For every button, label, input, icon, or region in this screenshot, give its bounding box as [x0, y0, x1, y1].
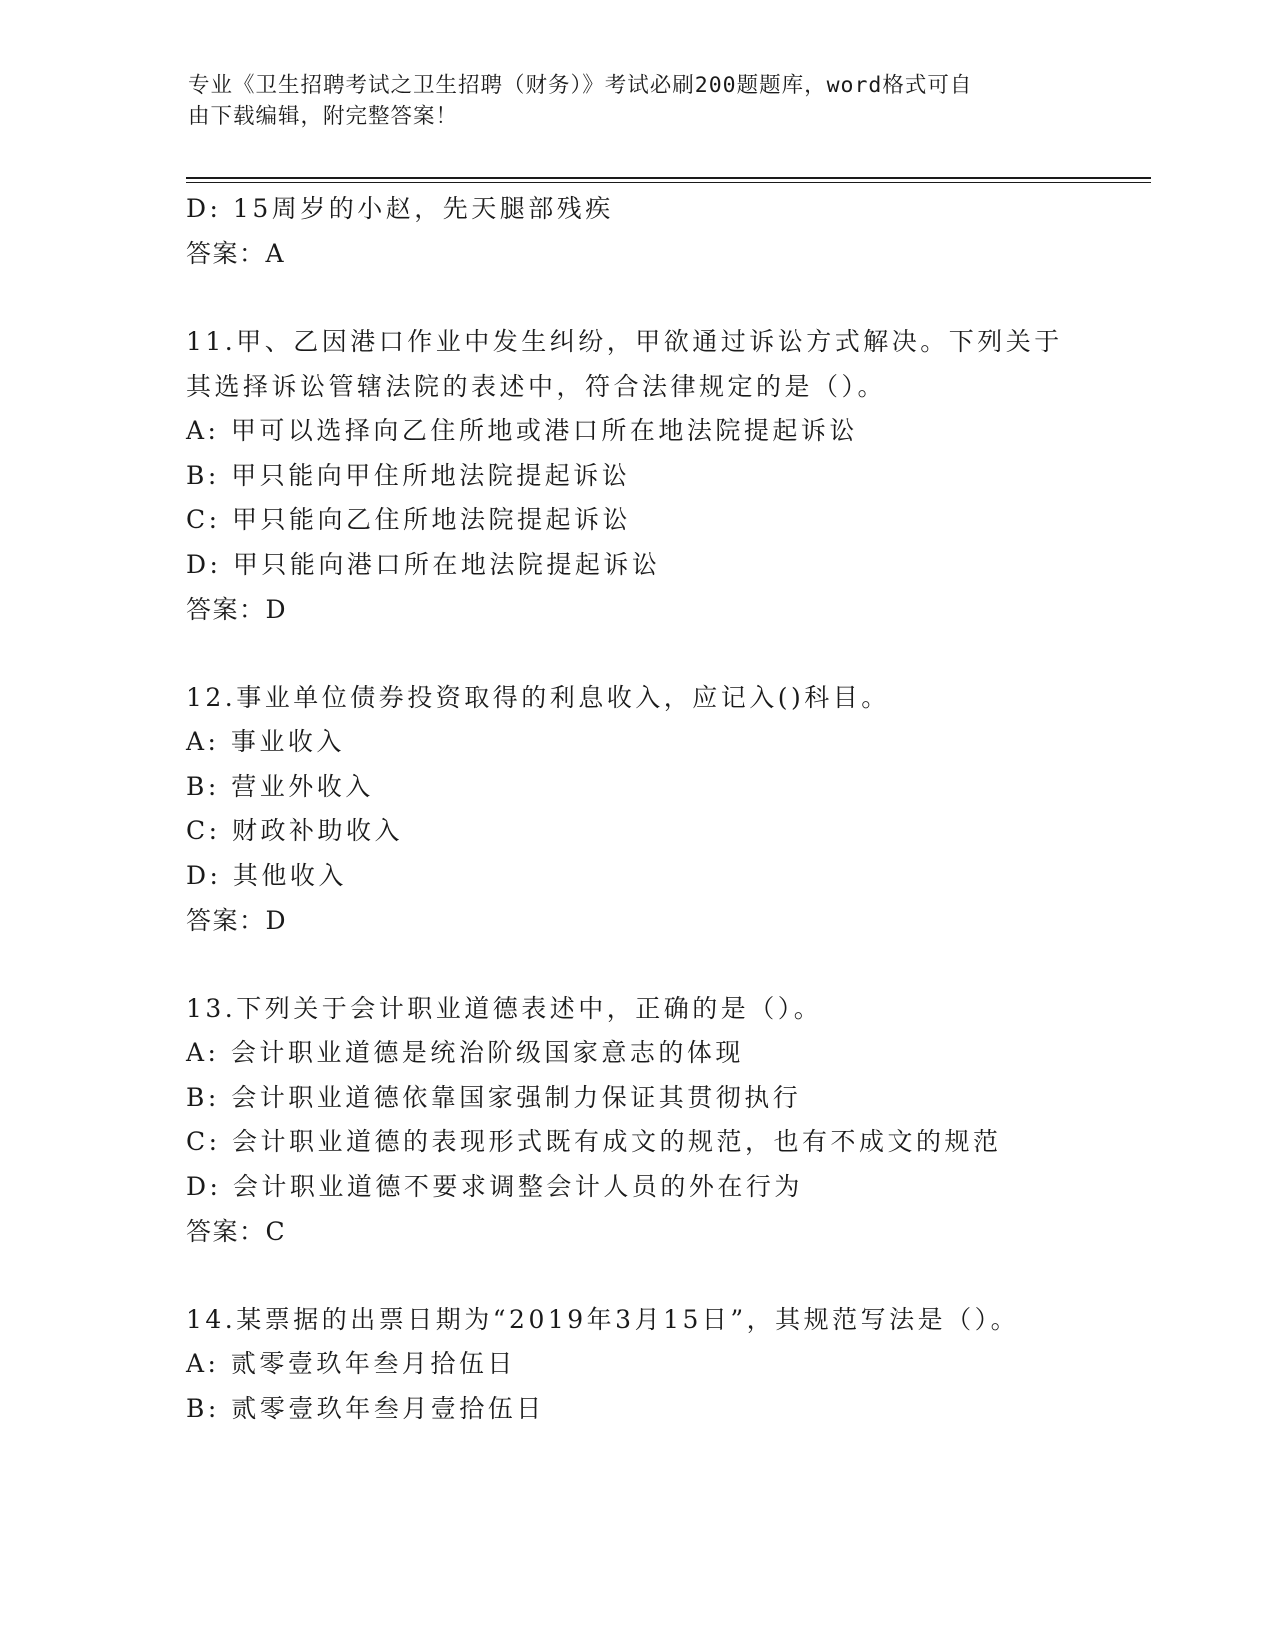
option-a: A: 贰零壹玖年叁月拾伍日: [186, 1349, 516, 1378]
option-d: D: 甲只能向港口所在地法院提起诉讼: [186, 550, 661, 579]
header-rule-thick: [186, 177, 1151, 179]
question-stem-line-2: 其选择诉讼管辖法院的表述中，符合法律规定的是（）。: [186, 372, 887, 401]
header-line-2: 由下载编辑，附完整答案！: [188, 104, 459, 129]
answer: 答案：D: [186, 906, 288, 935]
header-rule-thin: [186, 182, 1151, 183]
question-stem-line-1: 13.下列关于会计职业道德表述中，正确的是（）。: [186, 994, 823, 1023]
question-stem-line-1: 12.事业单位债券投资取得的利息收入，应记入()科目。: [186, 683, 890, 712]
prev-answer: 答案：A: [186, 239, 286, 268]
answer: 答案：D: [186, 595, 288, 624]
option-a: A: 甲可以选择向乙住所地或港口所在地法院提起诉讼: [186, 416, 858, 445]
option-a: A: 事业收入: [186, 727, 345, 756]
question-stem-line-1: 11.甲、乙因港口作业中发生纠纷，甲欲通过诉讼方式解决。下列关于: [186, 327, 1063, 356]
option-d: D: 其他收入: [186, 861, 347, 890]
prev-option-d: D: 15周岁的小赵，先天腿部残疾: [186, 194, 614, 223]
option-a: A: 会计职业道德是统治阶级国家意志的体现: [186, 1038, 744, 1067]
option-c: C: 会计职业道德的表现形式既有成文的规范，也有不成文的规范: [186, 1127, 1002, 1156]
option-c: C: 财政补助收入: [186, 816, 403, 845]
option-b: B: 会计职业道德依靠国家强制力保证其贯彻执行: [186, 1083, 802, 1112]
header-line-1: 专业《卫生招聘考试之卫生招聘（财务）》考试必刷200题题库，word格式可自: [188, 73, 973, 98]
option-b: B: 贰零壹玖年叁月壹拾伍日: [186, 1394, 545, 1423]
option-c: C: 甲只能向乙住所地法院提起诉讼: [186, 505, 631, 534]
option-b: B: 营业外收入: [186, 772, 374, 801]
option-d: D: 会计职业道德不要求调整会计人员的外在行为: [186, 1172, 803, 1201]
option-b: B: 甲只能向甲住所地法院提起诉讼: [186, 461, 631, 490]
question-stem-line-1: 14.某票据的出票日期为“2019年3月15日”，其规范写法是（）。: [186, 1305, 1020, 1334]
answer: 答案：C: [186, 1217, 287, 1246]
